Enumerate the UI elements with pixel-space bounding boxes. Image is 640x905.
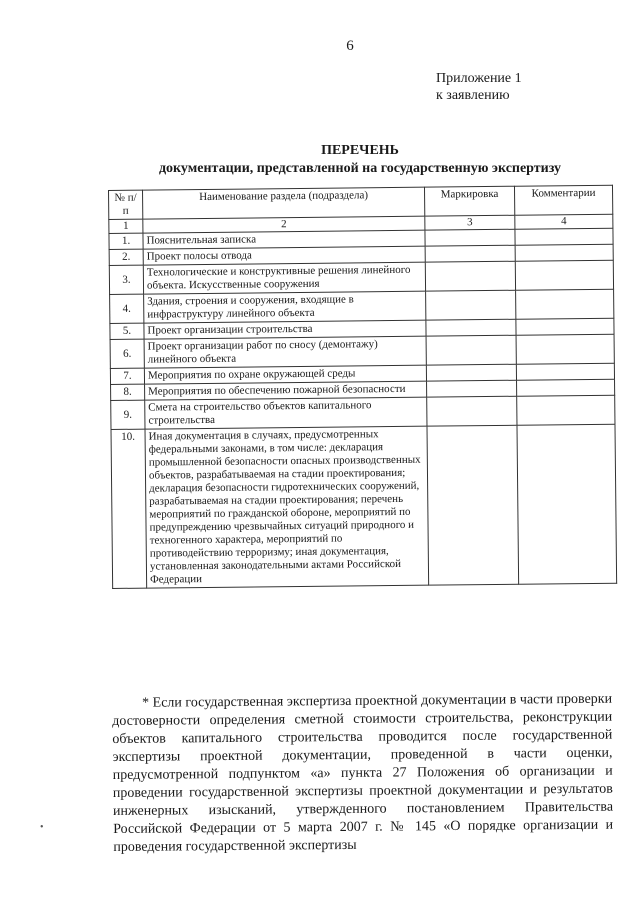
header-num: № п/п [109,190,143,219]
row-marking [425,245,515,262]
row-marking [426,335,516,365]
row-num: 3. [109,265,143,294]
row-comment [517,395,615,425]
index-cell: 3 [425,215,515,230]
table-row [111,424,617,588]
header-comments: Комментарии [514,185,612,215]
row-name: Технологические и конструктивные решения линейного объекта. Искусственные сооружения [143,262,425,294]
row-num: 9. [111,400,145,429]
row-marking [426,290,516,320]
row-num: 1. [109,233,143,249]
row-name: Пояснительная записка [143,230,425,249]
index-cell: 4 [515,214,613,229]
margin-mark: • [40,822,44,833]
title-line-2: документации, представленной на государственную экспертизу [158,161,562,176]
row-num: 6. [110,339,144,368]
row-name: Проект полосы отвода [143,246,425,265]
row-name: Проект организации строительства [144,320,426,339]
row-marking [425,261,515,291]
row-marking [426,364,516,381]
row-num: 10. [111,429,147,588]
row-num: 8. [111,384,145,400]
row-comment [516,289,614,319]
header-marking: Маркировка [424,186,514,216]
row-marking [427,425,519,585]
header-name: Наименование раздела (подраздела) [143,187,425,219]
row-comment [515,244,613,261]
index-cell: 2 [143,216,425,233]
footnote-paragraph: * Если государственная экспертиза проектной документации в части проверки достоверности определения сметной стоимости строительства, реконструкции объектов капитального строительства проводится после государственной экспертизы проектной документации, проведенной в части оценки, предусмотренной подпунктом «а» пункта 27 Положения об организации и проведении государственной экспертизы проектной документации и результатов инженерных изысканий, утвержденного постановлением Правительства Российской Федерации от 5 марта 2007 г. № 145 «О порядке организации и проведения государственной экспертизы [112,691,614,855]
row-name: Проект организации работ по сносу (демонтажу) линейного объекта [144,336,426,368]
row-num: 5. [110,323,144,339]
row-comment [516,363,614,380]
row-num: 4. [110,294,144,323]
row-marking [427,396,517,426]
row-comment [516,318,614,335]
page-number: 6 [346,38,354,54]
row-comment [516,334,614,364]
row-num: 2. [109,249,143,265]
appendix-line-2: к заявлению [436,88,510,103]
row-name: Здания, строения и сооружения, входящие в инфраструктуру линейного объекта [144,291,426,323]
row-name: Смета на строительство объектов капитального строительства [145,397,427,429]
row-comment [517,424,617,584]
documents-table [108,185,617,589]
row-name: Мероприятия по охране окружающей среды [144,365,426,384]
row-num: 7. [110,368,144,384]
row-marking [427,380,517,397]
row-comment [515,228,613,245]
document-title [0,142,640,178]
row-marking [426,319,516,336]
title-line-1: ПЕРЕЧЕНЬ [321,143,399,158]
row-comment [515,260,613,290]
row-marking [425,229,515,246]
row-comment [517,379,615,396]
appendix-note [436,70,522,104]
row-name: Иная документация в случаях, предусмотренных федеральными законами, в том числе: декларация промышленной безопасности опасных производственных объектов, разрабатываемая на стадии проектирования; декларация безопасности гидротехнических сооружений, разрабатываемая на стадии проектирования; перечень мероприятий по гражданской обороне, мероприятий по предупреждению чрезвычайных ситуаций природного и техногенного характера, мероприятий по противодействию терроризму; иная документация, установленная законодательными актами Российской Федерации [145,426,429,588]
row-name: Мероприятия по обеспечению пожарной безопасности [145,381,427,400]
index-cell: 1 [109,219,143,233]
appendix-line-1: Приложение 1 [436,71,522,86]
